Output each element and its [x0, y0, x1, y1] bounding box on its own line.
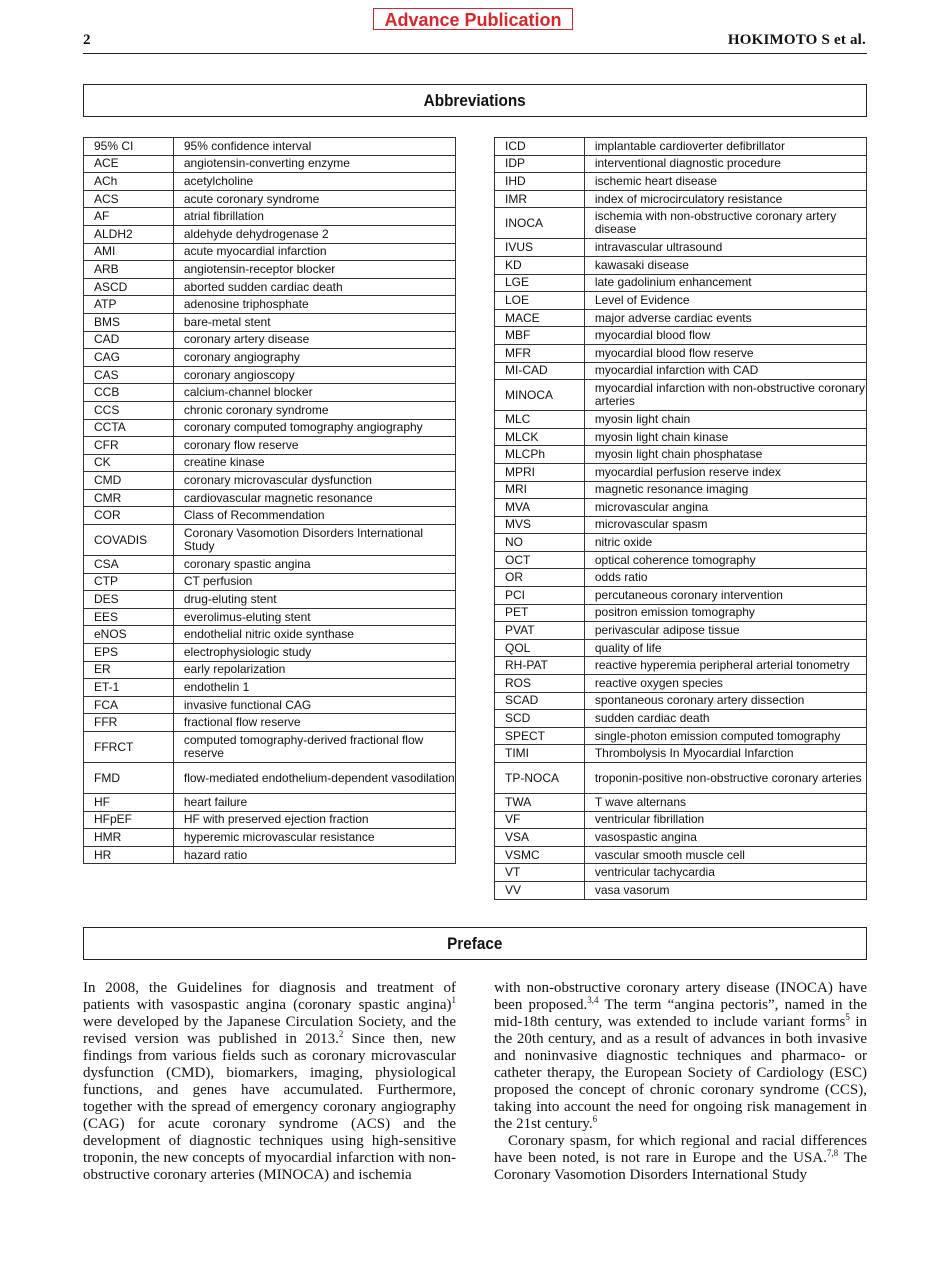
abbreviation-row: [84, 454, 456, 472]
abbreviation-row: [84, 696, 456, 714]
abbreviation-definition: vasa vasorum: [584, 881, 866, 899]
abbreviation-definition: late gadolinium enhancement: [584, 274, 866, 292]
abbreviation-row: [84, 829, 456, 847]
abbreviation-term: MLCPh: [495, 446, 585, 464]
abbreviation-row: [495, 551, 867, 569]
abbreviation-term: FMD: [84, 763, 174, 794]
abbreviation-row: [84, 419, 456, 437]
abbreviation-term: ER: [84, 661, 174, 679]
abbreviation-definition: Class of Recommendation: [173, 507, 455, 525]
abbreviation-definition: drug-eluting stent: [173, 591, 455, 609]
abbreviations-table-right: [494, 137, 867, 900]
abbreviation-term: CSA: [84, 556, 174, 574]
abbreviation-term: MLCK: [495, 428, 585, 446]
abbreviation-definition: myocardial blood flow reserve: [584, 344, 866, 362]
abbreviation-definition: perivascular adipose tissue: [584, 622, 866, 640]
abbreviation-term: FFR: [84, 714, 174, 732]
abbreviation-term: HF: [84, 794, 174, 812]
abbreviation-definition: troponin-positive non-obstructive coronary arteries: [584, 763, 866, 794]
abbreviation-row: [84, 714, 456, 732]
abbreviation-definition: sudden cardiac death: [584, 710, 866, 728]
abbreviation-definition: quality of life: [584, 639, 866, 657]
abbreviation-row: [84, 313, 456, 331]
abbreviation-term: ICD: [495, 138, 585, 156]
abbreviation-definition: implantable cardioverter defibrillator: [584, 138, 866, 156]
abbreviation-term: COR: [84, 507, 174, 525]
abbreviation-definition: interventional diagnostic procedure: [584, 155, 866, 173]
abbreviation-row: [495, 446, 867, 464]
abbreviation-row: [495, 657, 867, 675]
abbreviation-definition: aborted sudden cardiac death: [173, 278, 455, 296]
abbreviation-term: ACh: [84, 173, 174, 191]
abbreviation-term: TIMI: [495, 745, 585, 763]
abbreviation-definition: microvascular spasm: [584, 516, 866, 534]
abbreviation-definition: ischemia with non-obstructive coronary artery disease: [584, 208, 866, 239]
abbreviation-row: [495, 239, 867, 257]
abbreviation-definition: percutaneous coronary intervention: [584, 587, 866, 605]
abbreviation-definition: computed tomography-derived fractional flow reserve: [173, 732, 455, 763]
abbreviation-row: [495, 173, 867, 191]
preface-paragraph: with non-obstructive coronary artery disease (INOCA) have been proposed.$^{3,4}$ The term “angina pectoris”, named in the mid-18th century, was extended to include variant forms$^5$ in the 20th century, and as a result of advances in both invasive and noninvasive diagnostic techniques and pharmaco- or catheter therapy, the European Society of Cardiology (ESC) proposed the concept of chronic coronary syndrome (CCS), taking into account the need for ongoing risk management in the 21st century.$^6$: [494, 980, 867, 1132]
abbreviation-term: CAS: [84, 366, 174, 384]
abbreviation-row: [84, 591, 456, 609]
abbreviation-row: [495, 380, 867, 411]
abbreviation-term: HMR: [84, 829, 174, 847]
abbreviation-row: [84, 243, 456, 261]
advance-publication-banner: Advance Publication: [373, 8, 573, 30]
abbreviation-definition: coronary angioscopy: [173, 366, 455, 384]
abbreviation-row: [495, 138, 867, 156]
abbreviation-definition: positron emission tomography: [584, 604, 866, 622]
abbreviation-term: CMD: [84, 472, 174, 490]
abbreviation-row: [495, 569, 867, 587]
abbreviation-term: ACS: [84, 190, 174, 208]
abbreviation-row: [495, 710, 867, 728]
abbreviation-row: [84, 661, 456, 679]
reference-superscript: 6: [592, 1114, 598, 1124]
abbreviation-term: ALDH2: [84, 225, 174, 243]
abbreviation-definition: HF with preserved ejection fraction: [173, 811, 455, 829]
abbreviation-definition: magnetic resonance imaging: [584, 481, 866, 499]
abbreviation-term: eNOS: [84, 626, 174, 644]
abbreviation-row: [84, 732, 456, 763]
preface-heading: [83, 927, 867, 960]
running-head: HOKIMOTO S et al.: [727, 32, 866, 48]
abbreviations-table-left: [83, 137, 456, 864]
abbreviation-term: FCA: [84, 696, 174, 714]
abbreviation-term: PCI: [495, 587, 585, 605]
abbreviation-term: ACE: [84, 155, 174, 173]
abbreviation-row: [495, 481, 867, 499]
abbreviation-definition: electrophysiologic study: [173, 644, 455, 662]
abbreviation-definition: hyperemic microvascular resistance: [173, 829, 455, 847]
abbreviation-row: [84, 437, 456, 455]
abbreviation-term: ARB: [84, 261, 174, 279]
abbreviation-term: CCS: [84, 401, 174, 419]
abbreviation-row: [495, 516, 867, 534]
abbreviation-term: SCD: [495, 710, 585, 728]
abbreviation-term: IVUS: [495, 239, 585, 257]
abbreviation-row: [495, 745, 867, 763]
abbreviation-definition: T wave alternans: [584, 794, 866, 812]
abbreviation-definition: myosin light chain phosphatase: [584, 446, 866, 464]
abbreviation-row: [495, 499, 867, 517]
reference-superscript: 7,8: [826, 1148, 839, 1158]
abbreviation-term: CCB: [84, 384, 174, 402]
abbreviation-row: [84, 811, 456, 829]
abbreviation-row: [84, 278, 456, 296]
abbreviation-row: [495, 881, 867, 899]
abbreviation-row: [495, 639, 867, 657]
abbreviation-row: [84, 190, 456, 208]
abbreviation-row: [84, 644, 456, 662]
abbreviation-term: RH-PAT: [495, 657, 585, 675]
abbreviation-term: MLC: [495, 411, 585, 429]
abbreviation-term: LOE: [495, 292, 585, 310]
abbreviation-term: MINOCA: [495, 380, 585, 411]
abbreviation-row: [84, 573, 456, 591]
abbreviation-term: MACE: [495, 309, 585, 327]
abbreviation-term: FFRCT: [84, 732, 174, 763]
abbreviation-term: AF: [84, 208, 174, 226]
abbreviation-definition: myosin light chain: [584, 411, 866, 429]
abbreviation-definition: heart failure: [173, 794, 455, 812]
abbreviation-definition: vasospastic angina: [584, 829, 866, 847]
abbreviation-definition: coronary microvascular dysfunction: [173, 472, 455, 490]
abbreviation-term: VT: [495, 864, 585, 882]
reference-superscript: 5: [845, 1012, 850, 1022]
abbreviation-row: [495, 846, 867, 864]
abbreviation-definition: coronary computed tomography angiography: [173, 419, 455, 437]
abbreviation-row: [84, 489, 456, 507]
abbreviation-row: [495, 256, 867, 274]
abbreviation-row: [495, 763, 867, 794]
abbreviation-row: [84, 507, 456, 525]
abbreviation-definition: atrial fibrillation: [173, 208, 455, 226]
abbreviation-definition: index of microcirculatory resistance: [584, 190, 866, 208]
abbreviation-definition: angiotensin-converting enzyme: [173, 155, 455, 173]
abbreviation-row: [495, 622, 867, 640]
abbreviation-row: [495, 309, 867, 327]
abbreviation-term: CCTA: [84, 419, 174, 437]
abbreviation-row: [84, 261, 456, 279]
abbreviation-term: MBF: [495, 327, 585, 345]
abbreviation-term: SCAD: [495, 692, 585, 710]
abbreviation-row: [84, 472, 456, 490]
abbreviation-term: LGE: [495, 274, 585, 292]
abbreviation-term: EES: [84, 608, 174, 626]
abbreviation-term: AMI: [84, 243, 174, 261]
abbreviation-row: [495, 292, 867, 310]
abbreviation-row: [495, 463, 867, 481]
abbreviation-definition: optical coherence tomography: [584, 551, 866, 569]
abbreviation-term: OR: [495, 569, 585, 587]
abbreviation-row: [495, 155, 867, 173]
abbreviation-term: PVAT: [495, 622, 585, 640]
abbreviation-definition: acute coronary syndrome: [173, 190, 455, 208]
abbreviation-definition: coronary flow reserve: [173, 437, 455, 455]
abbreviation-term: INOCA: [495, 208, 585, 239]
abbreviation-term: VSMC: [495, 846, 585, 864]
abbreviation-definition: endothelial nitric oxide synthase: [173, 626, 455, 644]
abbreviation-definition: endothelin 1: [173, 679, 455, 697]
abbreviation-row: [495, 727, 867, 745]
abbreviation-definition: spontaneous coronary artery dissection: [584, 692, 866, 710]
reference-superscript: 1: [451, 995, 456, 1005]
abbreviation-definition: nitric oxide: [584, 534, 866, 552]
abbreviation-definition: acute myocardial infarction: [173, 243, 455, 261]
abbreviation-definition: myocardial infarction with non-obstructive coronary arteries: [584, 380, 866, 411]
abbreviation-row: [84, 384, 456, 402]
abbreviation-row: [84, 155, 456, 173]
abbreviation-definition: creatine kinase: [173, 454, 455, 472]
abbreviation-term: BMS: [84, 313, 174, 331]
header-rule: [83, 53, 867, 54]
abbreviation-term: ET-1: [84, 679, 174, 697]
abbreviation-term: VSA: [495, 829, 585, 847]
abbreviation-row: [84, 525, 456, 556]
abbreviation-definition: bare-metal stent: [173, 313, 455, 331]
abbreviation-term: MI-CAD: [495, 362, 585, 380]
abbreviation-definition: myocardial infarction with CAD: [584, 362, 866, 380]
abbreviation-term: OCT: [495, 551, 585, 569]
abbreviation-term: TP-NOCA: [495, 763, 585, 794]
abbreviation-row: [495, 604, 867, 622]
abbreviation-definition: coronary angiography: [173, 349, 455, 367]
abbreviation-row: [495, 344, 867, 362]
abbreviation-row: [495, 208, 867, 239]
abbreviation-row: [84, 138, 456, 156]
abbreviation-definition: myocardial blood flow: [584, 327, 866, 345]
abbreviation-row: [84, 401, 456, 419]
abbreviation-row: [84, 763, 456, 794]
abbreviation-term: MVS: [495, 516, 585, 534]
reference-superscript: 3,4: [587, 995, 599, 1005]
abbreviation-definition: fractional flow reserve: [173, 714, 455, 732]
abbreviation-row: [495, 829, 867, 847]
abbreviation-definition: major adverse cardiac events: [584, 309, 866, 327]
abbreviation-row: [495, 190, 867, 208]
abbreviation-definition: adenosine triphosphate: [173, 296, 455, 314]
abbreviation-definition: reactive oxygen species: [584, 675, 866, 693]
abbreviation-definition: vascular smooth muscle cell: [584, 846, 866, 864]
abbreviation-row: [84, 794, 456, 812]
abbreviation-definition: angiotensin-receptor blocker: [173, 261, 455, 279]
preface-column-left: [83, 980, 456, 1184]
preface-title: Preface: [447, 934, 503, 953]
abbreviation-definition: CT perfusion: [173, 573, 455, 591]
abbreviation-term: VF: [495, 811, 585, 829]
abbreviation-term: EPS: [84, 644, 174, 662]
abbreviation-definition: myocardial perfusion reserve index: [584, 463, 866, 481]
abbreviation-definition: Level of Evidence: [584, 292, 866, 310]
abbreviation-row: [84, 366, 456, 384]
abbreviation-definition: ischemic heart disease: [584, 173, 866, 191]
abbreviation-term: SPECT: [495, 727, 585, 745]
abbreviation-term: MVA: [495, 499, 585, 517]
abbreviation-row: [495, 411, 867, 429]
abbreviation-definition: invasive functional CAG: [173, 696, 455, 714]
abbreviation-definition: 95% confidence interval: [173, 138, 455, 156]
abbreviation-row: [84, 626, 456, 644]
abbreviation-term: ROS: [495, 675, 585, 693]
abbreviation-term: QOL: [495, 639, 585, 657]
abbreviation-definition: chronic coronary syndrome: [173, 401, 455, 419]
abbreviation-term: CFR: [84, 437, 174, 455]
abbreviation-definition: early repolarization: [173, 661, 455, 679]
preface-column-right: [494, 980, 867, 1184]
abbreviation-row: [84, 608, 456, 626]
abbreviations-heading: [83, 84, 867, 117]
abbreviation-row: [495, 692, 867, 710]
abbreviation-definition: coronary artery disease: [173, 331, 455, 349]
abbreviation-term: ATP: [84, 296, 174, 314]
abbreviation-row: [84, 225, 456, 243]
abbreviation-row: [84, 556, 456, 574]
abbreviation-definition: Thrombolysis In Myocardial Infarction: [584, 745, 866, 763]
abbreviation-definition: reactive hyperemia peripheral arterial tonometry: [584, 657, 866, 675]
abbreviation-row: [495, 362, 867, 380]
abbreviation-row: [84, 679, 456, 697]
abbreviation-term: KD: [495, 256, 585, 274]
abbreviation-term: NO: [495, 534, 585, 552]
abbreviation-term: HFpEF: [84, 811, 174, 829]
abbreviation-row: [495, 864, 867, 882]
abbreviation-row: [495, 794, 867, 812]
abbreviation-definition: microvascular angina: [584, 499, 866, 517]
abbreviation-term: IMR: [495, 190, 585, 208]
abbreviations-title: Abbreviations: [423, 91, 527, 110]
abbreviation-definition: ventricular fibrillation: [584, 811, 866, 829]
abbreviation-definition: kawasaki disease: [584, 256, 866, 274]
abbreviation-row: [495, 811, 867, 829]
abbreviation-definition: ventricular tachycardia: [584, 864, 866, 882]
abbreviation-term: CMR: [84, 489, 174, 507]
abbreviation-row: [84, 296, 456, 314]
abbreviation-row: [84, 846, 456, 864]
page-number: 2: [83, 32, 91, 48]
abbreviation-row: [84, 349, 456, 367]
abbreviation-term: MPRI: [495, 463, 585, 481]
abbreviation-term: CTP: [84, 573, 174, 591]
reference-superscript: 2: [338, 1029, 344, 1039]
preface-paragraph: In 2008, the Guidelines for diagnosis and treatment of patients with vasospastic angina (coronary spastic angina)$^1$ were developed by the Japanese Circulation Society, and the revised version was published in 2013.$^2$ Since then, new findings from various fields such as coronary microvascular dysfunction (CMD), biomarkers, imaging, physiological functions, and genes have accumulated. Furthermore, together with the spread of emergency coronary angiography (CAG) for acute coronary syndrome (ACS) and the development of diagnostic techniques using high-sensitive troponin, the new concepts of myocardial infarction with non-obstructive coronary arteries (MINOCA) and ischemia: [83, 980, 456, 1183]
abbreviation-row: [84, 208, 456, 226]
abbreviation-definition: Coronary Vasomotion Disorders International Study: [173, 525, 455, 556]
abbreviation-row: [495, 534, 867, 552]
abbreviation-term: MRI: [495, 481, 585, 499]
abbreviation-definition: aldehyde dehydrogenase 2: [173, 225, 455, 243]
abbreviation-term: MFR: [495, 344, 585, 362]
abbreviation-row: [495, 675, 867, 693]
abbreviation-definition: odds ratio: [584, 569, 866, 587]
abbreviation-term: IDP: [495, 155, 585, 173]
abbreviation-definition: flow-mediated endothelium-dependent vasodilation: [173, 763, 455, 794]
abbreviation-definition: intravascular ultrasound: [584, 239, 866, 257]
abbreviation-term: COVADIS: [84, 525, 174, 556]
abbreviation-term: 95% CI: [84, 138, 174, 156]
abbreviation-term: PET: [495, 604, 585, 622]
abbreviation-term: VV: [495, 881, 585, 899]
abbreviation-row: [495, 428, 867, 446]
abbreviation-term: DES: [84, 591, 174, 609]
abbreviation-row: [84, 173, 456, 191]
abbreviation-term: IHD: [495, 173, 585, 191]
abbreviation-term: CAG: [84, 349, 174, 367]
preface-paragraph: Coronary spasm, for which regional and racial differences have been noted, is not rare in Europe and the USA.$^{7,8}$ The Coronary Vasomotion Disorders International Study: [494, 1133, 867, 1183]
abbreviation-term: HR: [84, 846, 174, 864]
abbreviation-term: CK: [84, 454, 174, 472]
abbreviation-definition: myosin light chain kinase: [584, 428, 866, 446]
abbreviation-definition: everolimus-eluting stent: [173, 608, 455, 626]
abbreviation-definition: cardiovascular magnetic resonance: [173, 489, 455, 507]
abbreviation-row: [495, 327, 867, 345]
abbreviation-definition: hazard ratio: [173, 846, 455, 864]
abbreviation-term: CAD: [84, 331, 174, 349]
abbreviation-definition: single-photon emission computed tomography: [584, 727, 866, 745]
abbreviation-term: TWA: [495, 794, 585, 812]
abbreviation-definition: coronary spastic angina: [173, 556, 455, 574]
abbreviation-row: [495, 274, 867, 292]
abbreviation-row: [84, 331, 456, 349]
abbreviation-term: ASCD: [84, 278, 174, 296]
abbreviation-row: [495, 587, 867, 605]
abbreviation-definition: calcium-channel blocker: [173, 384, 455, 402]
abbreviation-definition: acetylcholine: [173, 173, 455, 191]
